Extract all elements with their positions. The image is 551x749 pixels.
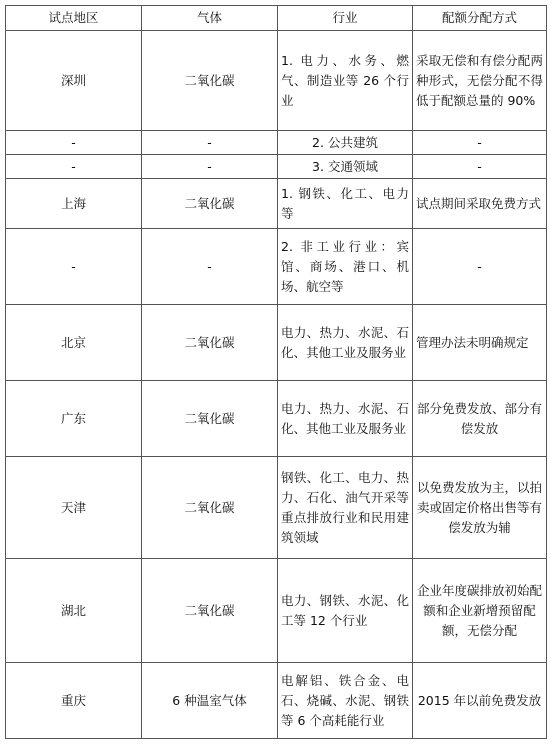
table-row	[6, 155, 547, 179]
table-row	[6, 131, 547, 155]
cell-gas: -	[142, 155, 278, 179]
header-industry: 行业	[278, 6, 413, 31]
header-method: 配额分配方式	[413, 6, 547, 31]
cell-gas: 二氧化碳	[142, 179, 278, 229]
cell-region: 深圳	[6, 31, 142, 131]
cell-industry: 1. 电力、水务、燃气、制造业等 26 个行业	[278, 31, 413, 131]
cell-method: -	[413, 229, 547, 305]
quota-allocation-table	[5, 5, 547, 739]
cell-gas: 二氧化碳	[142, 305, 278, 381]
header-gas: 气体	[142, 6, 278, 31]
cell-region: 湖北	[6, 559, 142, 663]
header-region: 试点地区	[6, 6, 142, 31]
cell-industry: 1. 钢铁、化工、电力等	[278, 179, 413, 229]
cell-method: 试点期间采取免费方式	[413, 179, 547, 229]
cell-region: -	[6, 155, 142, 179]
table-row	[6, 229, 547, 305]
cell-gas: -	[142, 229, 278, 305]
cell-method: 以免费发放为主，以拍卖或固定价格出售等有偿发放为辅	[413, 457, 547, 559]
cell-industry: 3. 交通领域	[278, 155, 413, 179]
cell-industry: 2. 公共建筑	[278, 131, 413, 155]
cell-region: 北京	[6, 305, 142, 381]
cell-gas: 6 种温室气体	[142, 663, 278, 739]
table-row	[6, 179, 547, 229]
cell-industry: 钢铁、化工、电力、热力、石化、油气开采等重点排放行业和民用建筑领域	[278, 457, 413, 559]
cell-industry: 电解铝、铁合金、电石、烧碱、水泥、钢铁等 6 个高耗能行业	[278, 663, 413, 739]
table-row	[6, 559, 547, 663]
cell-method: 管理办法未明确规定	[413, 305, 547, 381]
cell-gas: 二氧化碳	[142, 381, 278, 457]
table-header-row	[6, 6, 547, 31]
cell-industry: 电力、钢铁、水泥、化工等 12 个行业	[278, 559, 413, 663]
cell-method: 部分免费发放、部分有偿发放	[413, 381, 547, 457]
cell-industry: 电力、热力、水泥、石化、其他工业及服务业	[278, 381, 413, 457]
cell-gas: 二氧化碳	[142, 457, 278, 559]
cell-method: 企业年度碳排放初始配额和企业新增预留配额，无偿分配	[413, 559, 547, 663]
cell-region: 上海	[6, 179, 142, 229]
table-row	[6, 305, 547, 381]
cell-region: 重庆	[6, 663, 142, 739]
cell-method: -	[413, 155, 547, 179]
table-row	[6, 663, 547, 739]
cell-method: -	[413, 131, 547, 155]
table-row	[6, 381, 547, 457]
cell-region: 天津	[6, 457, 142, 559]
table-row	[6, 31, 547, 131]
cell-industry: 电力、热力、水泥、石化、其他工业及服务业	[278, 305, 413, 381]
cell-gas: -	[142, 131, 278, 155]
cell-method: 采取无偿和有偿分配两种形式，无偿分配不得低于配额总量的 90%	[413, 31, 547, 131]
cell-gas: 二氧化碳	[142, 559, 278, 663]
cell-region: -	[6, 229, 142, 305]
cell-region: -	[6, 131, 142, 155]
cell-industry: 2. 非工业行业：宾馆、商场、港口、机场、航空等	[278, 229, 413, 305]
cell-gas: 二氧化碳	[142, 31, 278, 131]
table-row	[6, 457, 547, 559]
cell-region: 广东	[6, 381, 142, 457]
cell-method: 2015 年以前免费发放	[413, 663, 547, 739]
